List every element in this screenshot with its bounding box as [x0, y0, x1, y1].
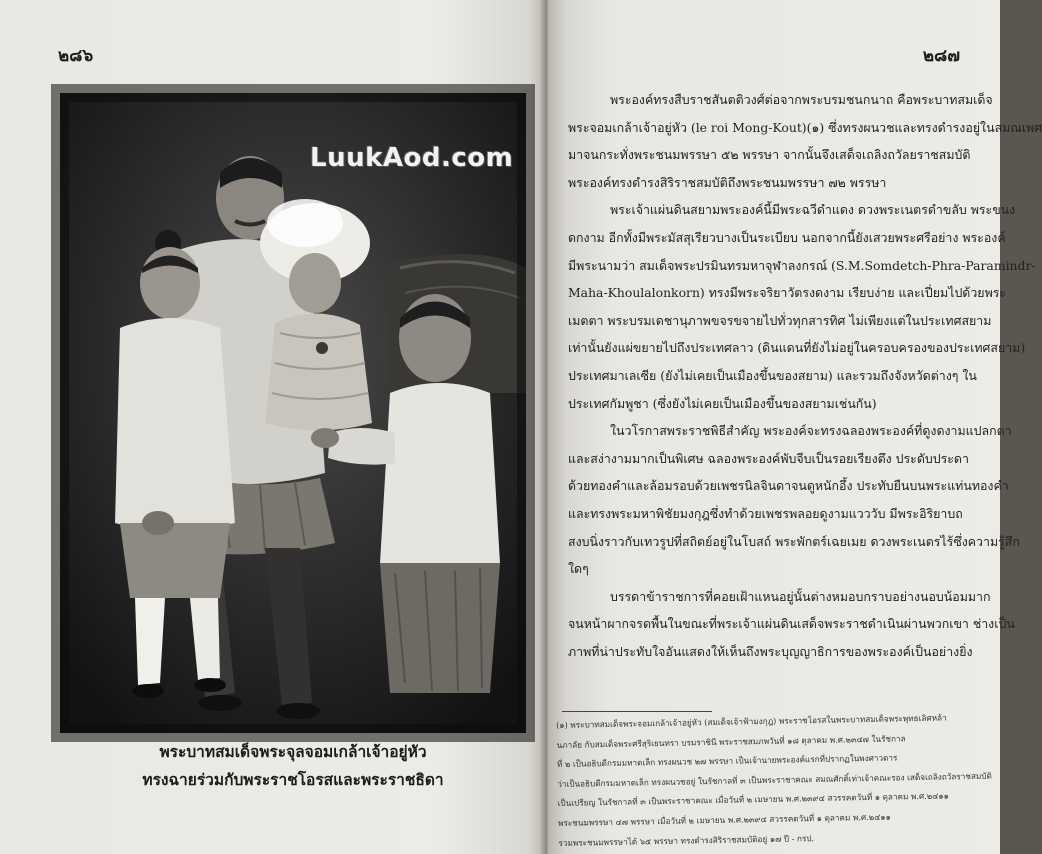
text-line: มีพระนามว่า สมเด็จพระปรมินทรมหาจุฬาลงกรณ์ (S.M.Somdetch-Phra-Paramindr- [568, 257, 1036, 273]
paragraph-4 [568, 583, 1015, 666]
text-line: เมตตา พระบรมเดชานุภาพขจรขจายไปทั่วทุกสารทิศ ไม่เพียงแต่ในประเทศสยาม [568, 312, 992, 328]
paragraph-3 [568, 417, 1020, 583]
text-line: ใดๆ [568, 561, 589, 577]
text-line: ภาพที่น่าประทับใจอันแสดงให้เห็นถึงพระบุญญาธิการของพระองค์เป็นอย่างยิ่ง [568, 643, 973, 659]
caption-line-2: ทรงฉายร่วมกับพระราชโอรสและพระราชธิดา [142, 771, 444, 789]
text-line: มาจนกระทั่งพระชนมพรรษา ๕๒ พรรษา จากนั้นจึงเสด็จเถลิงถวัลยราชสมบัติ [568, 147, 971, 163]
text-line: ด้วยทองคำและล้อมรอบด้วยเพชรนิลจินดาจนดูหนักอึ้ง ประทับยืนบนพระแท่นทองคำ [568, 478, 1009, 494]
text-line: Maha-Khoulalonkorn) ทรงมีพระจริยาวัตรงดงาม เรียบง่าย และเปี่ยมไปด้วยพระ [568, 285, 1007, 301]
text-line: ในวโรกาสพระราชพิธีสำคัญ พระองค์จะทรงฉลองพระองค์ที่ดูงดงามแปลกตา [610, 423, 1012, 439]
caption-line-1: พระบาทสมเด็จพระจุลจอมเกล้าเจ้าอยู่หัว [159, 743, 427, 761]
footnote-line: พระชนมพรรษา ๔๗ พรรษา เมื่อวันที่ ๒ เมษายน พ.ศ.๒๓๙๔ สวรรคตวันที่ ๑ ตุลาคม พ.ศ.๒๔๑๑ [557, 811, 891, 828]
right-page-number: ๒๘๗ [922, 46, 960, 66]
text-line: และสง่างามมากเป็นพิเศษ ฉลองพระองค์พับจีบเป็นรอยเรียงตึง ประดับประดา [568, 450, 969, 466]
text-line: เท่านั้นยังแผ่ขยายไปถึงประเทศลาว (ดินแดนที่ยังไม่อยู่ในครอบครองของประเทศสยาม) [568, 340, 1026, 356]
footnote-line: ว่าเป็นอธิบดีกรมมหาดเล็ก ทรงผนวชอยู่ ในรัชกาลที่ ๓ เป็นพระราชาคณะ สมณศักดิ์เท่าเจ้าคณะรอง เสด็จเถลิงถวัลราชสมบัติ [557, 770, 992, 789]
historical-photograph [60, 93, 526, 733]
watermark-text: LuukAod.com [310, 143, 514, 173]
footnote [556, 708, 992, 853]
footnote-line: เป็นเปรียญ ในรัชกาลที่ ๓ เป็นพระราชาคณะ เมื่อวันที่ ๒ เมษายน พ.ศ.๒๓๙๔ สวรรคตวันที่ ๑ ตุลาคม พ.ศ.๒๔๑๑ [557, 790, 949, 809]
body-text [568, 86, 1042, 665]
text-line: บรรดาข้าราชการที่คอยเฝ้าแหนอยู่นั้นต่างหมอบกราบอย่างนอบน้อมมาก [610, 588, 991, 604]
text-line: ประเทศกัมพูชา (ซึ่งยังไม่เคยเป็นเมืองขึ้นของสยามเช่นกัน) [568, 395, 877, 411]
text-line: ประเทศมาเลเซีย (ยังไม่เคยเป็นเมืองขึ้นของสยาม) และรวมถึงจังหวัดต่างๆ ใน [568, 367, 977, 383]
right-page [548, 0, 1042, 854]
text-line: พระองค์ทรงดำรงสิริราชสมบัติถึงพระชนมพรรษา ๗๒ พรรษา [568, 174, 887, 190]
footnote-line: (๑) พระบาทสมเด็จพระจอมเกล้าเจ้าอยู่หัว (สมเด็จเจ้าฟ้ามงกุฎ) พระราชโอรสในพระบาทสมเด็จพระพุทธเลิศหล้า [556, 712, 947, 730]
paragraph-1 [568, 86, 1042, 196]
text-line: และทรงพระมหาพิชัยมงกุฎซึ่งทำด้วยเพชรพลอยดูงามแวววับ มีพระอิริยาบถ [568, 505, 963, 521]
text-line: ดกงาม อีกทั้งมีพระมัสสุเรียวบางเป็นระเบียบ นอกจากนี้ยังเสวยพระศรีอย่าง พระองค์ [568, 229, 1006, 245]
text-line: จนหน้าผากจรดพื้นในขณะที่พระเจ้าแผ่นดินเสด็จพระราชดำเนินผ่านพวกเขา ช่างเป็น [568, 616, 1015, 632]
paragraph-2 [568, 196, 1036, 417]
footnote-line: รวมพระชนมพรรษาได้ ๖๕ พรรษา ทรงดำรงสิริราชสมบัติอยู่ ๑๗ ปี - กรป. [558, 832, 815, 848]
photo-caption [60, 738, 526, 794]
left-page-number: ๒๘๖ [58, 46, 94, 66]
text-line: พระจอมเกล้าเจ้าอยู่หัว (le roi Mong-Kout)(๑) ซึ่งทรงผนวชและทรงดำรงอยู่ในสมณเพศ [568, 119, 1042, 135]
footnote-divider [562, 711, 712, 712]
footnote-line: ที่ ๒ เป็นอธิบดีกรมมหาดเล็ก ทรงผนวช ๒๗ พรรษา เป็นเจ้านายพระองค์แรกที่ปรากฏในพงศาวดาร [556, 752, 898, 770]
text-line: สงบนิ่งราวกับเทวรูปที่สถิตย์อยู่ในโบสถ์ พระพักตร์เฉยเมย ดวงพระเนตรไร้ซึ่งความรู้สึก [568, 533, 1020, 549]
photograph-figures [60, 93, 526, 733]
text-line: พระเจ้าแผ่นดินสยามพระองค์นี้มีพระฉวีดำแดง ดวงพระเนตรดำขลับ พระขนง [610, 202, 1016, 218]
text-line: พระองค์ทรงสืบราชสันตติวงศ์ต่อจากพระบรมชนกนาถ คือพระบาทสมเด็จ [610, 92, 993, 107]
footnote-line: นภาลัย กับสมเด็จพระศรีสุริเยนทรา บรมราชินี พระราชสมภพวันที่ ๑๘ ตุลาคม พ.ศ.๒๓๔๗ ในรัชกาล [556, 732, 906, 750]
